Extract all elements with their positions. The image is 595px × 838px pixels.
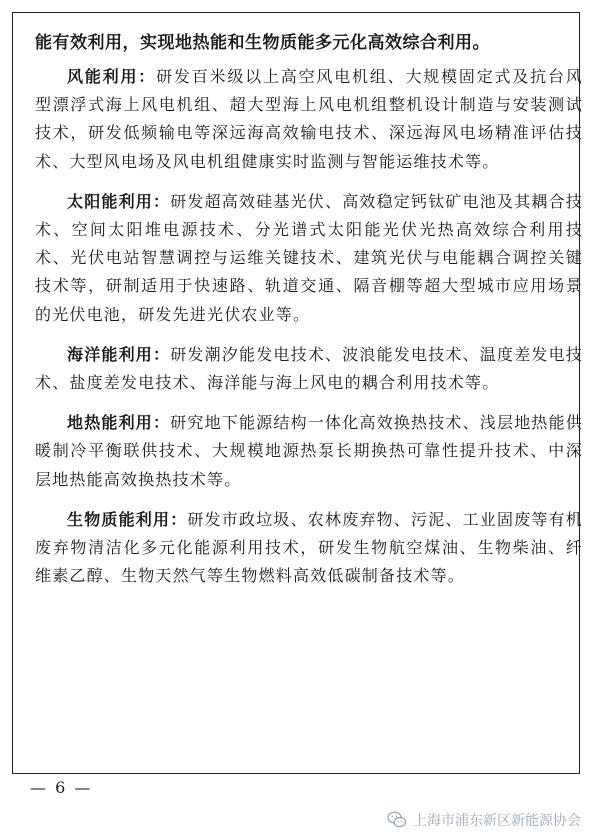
intro-line: 能有效利用，实现地热能和生物质能多元化高效综合利用。 xyxy=(35,33,490,53)
section-term: 生物质能利用： xyxy=(67,509,188,529)
page-number: — 6 — xyxy=(30,778,93,797)
section-term: 太阳能利用： xyxy=(67,191,171,211)
section-term: 风能利用： xyxy=(67,67,157,86)
section-geothermal xyxy=(35,409,583,494)
document-frame xyxy=(12,12,584,774)
section-text: 研发市政垃圾、农林废弃物、污泥、工业固废等有机废弃物清洁化多元化能源利用技术，研发生物航空煤油、生物柴油、纤维素乙醇、生物天然气等生物燃料高效低碳制备技术等。 xyxy=(35,509,584,586)
section-text: 研究地下能源结构一体化高效换热技术、浅层地热能供暖制冷平衡联供技术、大规模地源热泵长期换热可靠性提升技术、中深层地热能高效换热技术等。 xyxy=(35,413,584,489)
document-body xyxy=(35,29,583,602)
section-ocean xyxy=(35,341,583,397)
wechat-icon xyxy=(387,811,407,829)
watermark-text: 上海市浦东新区新能源协会 xyxy=(413,813,581,829)
section-solar xyxy=(35,188,583,329)
section-biomass xyxy=(35,506,583,591)
section-text: 研发潮汐能发电技术、波浪能发电技术、温度差发电技术、盐度差发电技术、海洋能与海上风电的耦合利用技术等。 xyxy=(35,344,584,393)
section-text: 研发超高效硅基光伏、高效稳定钙钛矿电池及其耦合技术、空间太阳堆电源技术、分光谱式太阳能光伏光热高效综合利用技术、光伏电站智慧调控与运维关键技术、建筑光伏与电能耦合调控关键技术等，研制适用于快速路、轨道交通、隔音棚等超大型城市应用场景的光伏电池，研发先进光伏农业等。 xyxy=(35,191,584,324)
watermark xyxy=(387,810,581,830)
section-term: 地热能利用： xyxy=(67,413,171,433)
section-term: 海洋能利用： xyxy=(67,344,171,364)
section-wind xyxy=(35,63,583,176)
section-text: 研发百米级以上高空风电机组、大规模固定式及抗台风型漂浮式海上风电机组、超大型海上风电机组整机设计制造与安装测试技术，研发低频输电等深远海高效输电技术、深远海风电场精准评估技术、大型风电场及风电机组健康实时监测与智能运维技术等。 xyxy=(35,67,583,171)
